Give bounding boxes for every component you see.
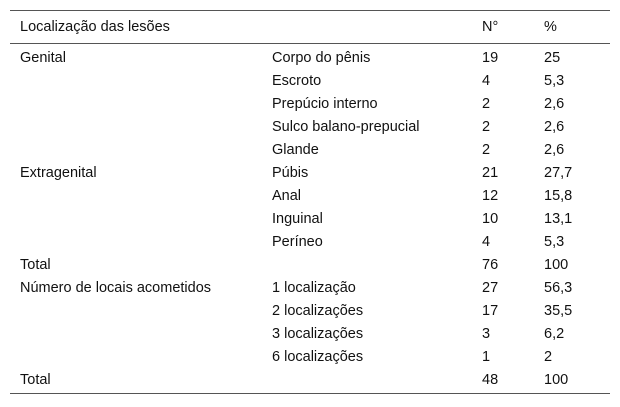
cell-group: Número de locais acometidos	[20, 279, 212, 296]
cell-percent: 2	[544, 348, 553, 365]
cell-site: 1 localização	[272, 279, 356, 296]
cell-site: Escroto	[272, 72, 322, 89]
table-row	[10, 207, 610, 230]
cell-group	[10, 345, 262, 368]
cell-count: 4	[482, 72, 491, 89]
header-percent: %	[544, 19, 557, 35]
cell-group	[10, 138, 262, 161]
cell-group	[10, 230, 262, 253]
cell-count: 4	[482, 233, 491, 250]
cell-percent: 2,6	[544, 118, 565, 135]
cell-group	[10, 299, 262, 322]
cell-percent: 25	[544, 49, 561, 66]
cell-percent: 100	[544, 371, 569, 388]
cell-percent: 5,3	[544, 233, 565, 250]
table-row	[10, 322, 610, 345]
cell-site: Inguinal	[272, 210, 323, 227]
cell-percent: 56,3	[544, 279, 573, 296]
cell-percent: 6,2	[544, 325, 565, 342]
cell-count: 3	[482, 325, 491, 342]
cell-site: 2 localizações	[272, 302, 364, 319]
cell-group	[10, 69, 262, 92]
cell-group	[10, 322, 262, 345]
cell-site: 3 localizações	[272, 325, 364, 342]
table-row	[10, 92, 610, 115]
cell-count: 76	[482, 256, 499, 273]
cell-percent: 35,5	[544, 302, 573, 319]
cell-site: 6 localizações	[272, 348, 364, 365]
cell-percent: 100	[544, 256, 569, 273]
cell-group: Extragenital	[20, 164, 97, 181]
cell-count: 12	[482, 187, 499, 204]
header-location: Localização das lesões	[20, 19, 170, 35]
cell-count: 27	[482, 279, 499, 296]
table-body	[10, 44, 610, 394]
cell-count: 21	[482, 164, 499, 181]
cell-count: 10	[482, 210, 499, 227]
cell-group	[10, 115, 262, 138]
lesion-location-table	[10, 10, 610, 394]
cell-count: 2	[482, 118, 491, 135]
cell-percent: 27,7	[544, 164, 573, 181]
table-row	[10, 184, 610, 207]
cell-percent: 2,6	[544, 95, 565, 112]
lesion-location-table-container	[10, 10, 610, 394]
cell-group: Total	[20, 371, 51, 388]
table-row	[10, 276, 610, 299]
cell-group: Genital	[20, 49, 66, 66]
cell-site: Anal	[272, 187, 302, 204]
cell-count: 2	[482, 141, 491, 158]
table-row	[10, 299, 610, 322]
table-row	[10, 161, 610, 184]
cell-count: 19	[482, 49, 499, 66]
table-row	[10, 69, 610, 92]
cell-site: Glande	[272, 141, 319, 158]
header-count: N°	[482, 19, 499, 35]
table-row	[10, 368, 610, 394]
cell-site	[262, 253, 472, 276]
table-row	[10, 115, 610, 138]
cell-site: Púbis	[272, 164, 309, 181]
cell-site	[262, 368, 472, 394]
cell-count: 2	[482, 95, 491, 112]
table-row	[10, 345, 610, 368]
cell-site: Corpo do pênis	[272, 49, 371, 66]
cell-site: Sulco balano-prepucial	[272, 118, 420, 135]
cell-percent: 5,3	[544, 72, 565, 89]
cell-group	[10, 207, 262, 230]
table-row	[10, 253, 610, 276]
table-row	[10, 44, 610, 70]
cell-group: Total	[20, 256, 51, 273]
table-header	[10, 11, 610, 44]
header-site	[262, 11, 472, 44]
cell-count: 17	[482, 302, 499, 319]
cell-count: 1	[482, 348, 491, 365]
cell-percent: 2,6	[544, 141, 565, 158]
cell-percent: 13,1	[544, 210, 573, 227]
cell-group	[10, 92, 262, 115]
table-row	[10, 138, 610, 161]
cell-site: Prepúcio interno	[272, 95, 378, 112]
table-row	[10, 230, 610, 253]
cell-group	[10, 184, 262, 207]
header-row	[10, 11, 610, 44]
cell-count: 48	[482, 371, 499, 388]
cell-site: Períneo	[272, 233, 323, 250]
cell-percent: 15,8	[544, 187, 573, 204]
